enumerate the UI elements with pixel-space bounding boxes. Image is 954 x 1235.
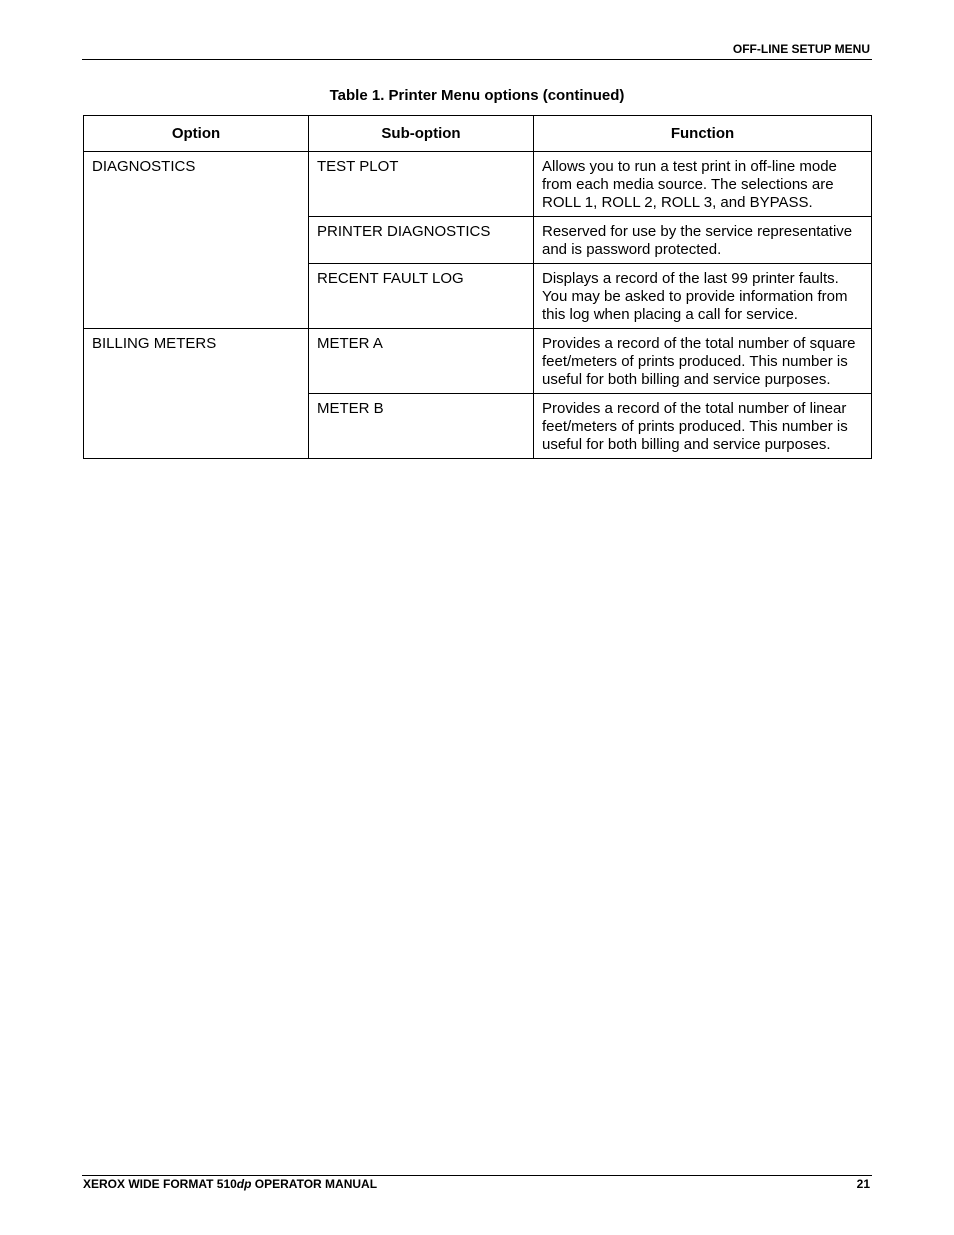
- function-cell: Provides a record of the total number of linear feet/meters of prints produced. This number is useful for both billing and service purposes.: [534, 394, 872, 459]
- suboption-cell: PRINTER DIAGNOSTICS: [309, 217, 534, 264]
- header-rule: [82, 59, 872, 60]
- function-cell: Displays a record of the last 99 printer faults. You may be asked to provide information from this log when placing a call for service.: [534, 264, 872, 329]
- function-cell: Provides a record of the total number of square feet/meters of prints produced. This number is useful for both billing and service purposes.: [534, 329, 872, 394]
- manual-title-suffix: OPERATOR MANUAL: [251, 1177, 378, 1191]
- manual-model-suffix: dp: [236, 1177, 252, 1191]
- suboption-cell: TEST PLOT: [309, 152, 534, 217]
- function-cell: Allows you to run a test print in off-line mode from each media source. The selections are ROLL 1, ROLL 2, ROLL 3, and BYPASS.: [534, 152, 872, 217]
- option-cell: BILLING METERS: [84, 329, 309, 459]
- table-row: [84, 329, 872, 394]
- table-caption: Table 1. Printer Menu options (continued): [329, 87, 625, 104]
- running-header: OFF-LINE SETUP MENU: [732, 42, 870, 56]
- printer-menu-table: [83, 115, 872, 459]
- option-cell: DIAGNOSTICS: [84, 152, 309, 329]
- column-header-suboption: Sub-option: [309, 116, 534, 152]
- suboption-cell: METER A: [309, 329, 534, 394]
- column-header-option: Option: [84, 116, 309, 152]
- table-header-row: [84, 116, 872, 152]
- suboption-cell: RECENT FAULT LOG: [309, 264, 534, 329]
- suboption-cell: METER B: [309, 394, 534, 459]
- manual-title-prefix: XEROX WIDE FORMAT 510: [83, 1177, 237, 1191]
- table-row: [84, 152, 872, 217]
- column-header-function: Function: [534, 116, 872, 152]
- running-footer: [83, 1177, 377, 1191]
- function-cell: Reserved for use by the service representative and is password protected.: [534, 217, 872, 264]
- page-number: 21: [856, 1177, 870, 1191]
- footer-rule: [82, 1175, 872, 1176]
